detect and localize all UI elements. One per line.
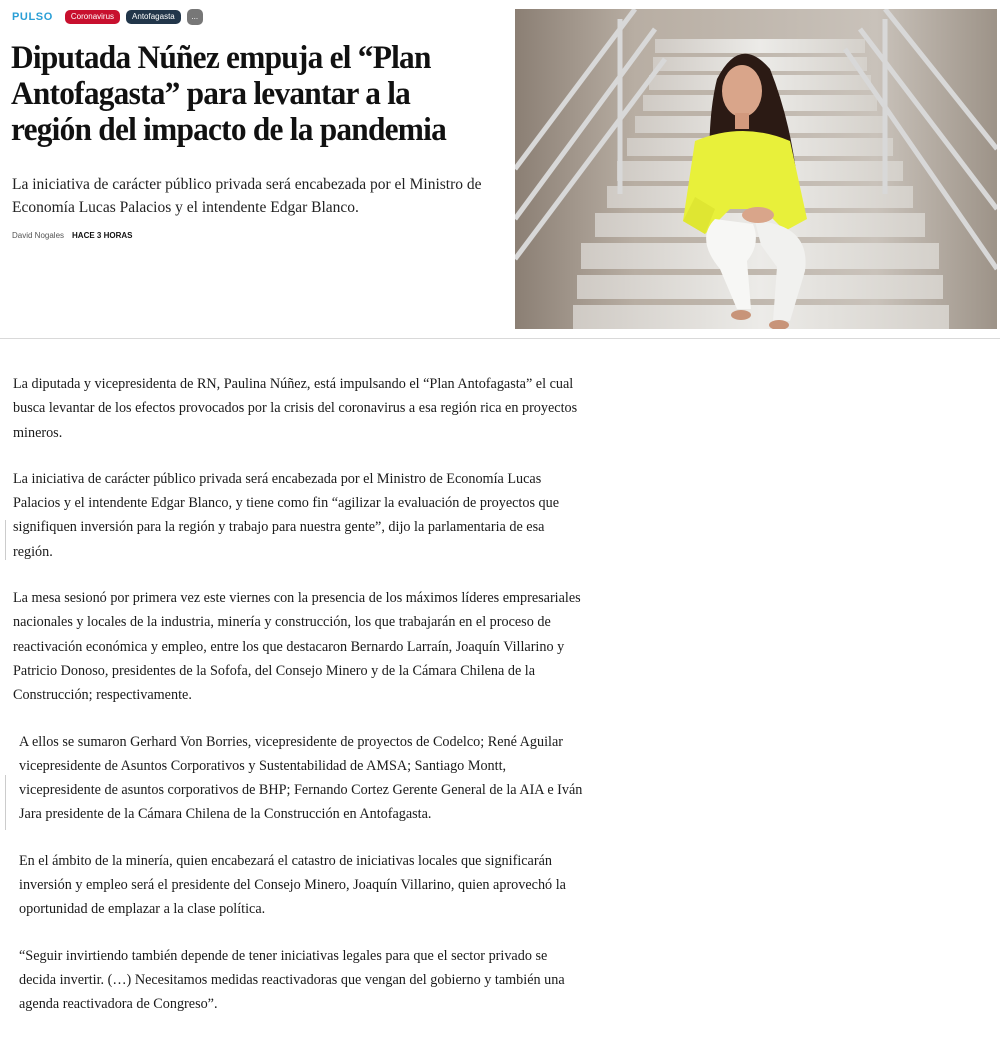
article-body <box>13 372 583 1039</box>
article-headline: Diputada Núñez empuja el “Plan Antofagasta” para levantar a la región del impacto de la pandemia <box>11 40 447 148</box>
more-tags-button[interactable] <box>187 9 203 25</box>
tag-antofagasta[interactable]: Antofagasta <box>126 10 181 24</box>
body-paragraph: La mesa sesionó por primera vez este viernes con la presencia de los máximos líderes empresariales nacionales y locales de la industria, minería y construcción, los que trabajarán en el proceso de reactivación económica y empleo, entre los que destacaron Bernardo Larraín, Joaquín Villarino y Patricio Donoso, presidentes de la Sofofa, del Consejo Minero y de la Cámara Chilena de la Construcción; respectivamente. <box>13 590 581 704</box>
byline <box>12 231 132 240</box>
hero-photo-illustration <box>515 9 997 329</box>
body-paragraph: A ellos se sumaron Gerhard Von Borries, vicepresidente de proyectos de Codelco; René Aguilar vicepresidente de Asuntos Corporativos y Sustentabilidad de AMSA; Santiago Montt, vicepresidente de asuntos corporativos de BHP; Fernando Cortez Gerente General de la AIA e Iván Jara presidente de la Cámara Chilena de la Construcción en Antofagasta. <box>19 733 583 823</box>
more-tags-label: ... <box>191 12 199 21</box>
tag-coronavirus[interactable]: Coronavirus <box>65 10 120 24</box>
hero-image <box>515 9 997 329</box>
left-margin-mark-2 <box>5 775 6 830</box>
article-topbar <box>12 9 203 25</box>
author-name[interactable]: David Nogales <box>12 231 65 240</box>
publish-time: HACE 3 HORAS <box>72 231 133 240</box>
body-paragraph: La iniciativa de carácter público privada será encabezada por el Ministro de Economía Lucas Palacios y el intendente Edgar Blanco, y tiene como fin “agilizar la evaluación de proyectos que signifiquen inversión para la región y trabajo para nuestra gente”, dijo la parlamentaria de esa región. <box>13 470 560 560</box>
header-divider <box>0 338 1000 339</box>
article-subhead: La iniciativa de carácter público privada será encabezada por el Ministro de Economía Lucas Palacios y el intendente Edgar Blanco. <box>12 176 482 216</box>
body-paragraph: En el ámbito de la minería, quien encabezará el catastro de iniciativas locales que significarán inversión y empleo será el presidente del Consejo Minero, Joaquín Villarino, quien aprovechó la oportunidad de emplazar a la clase política. <box>19 852 566 918</box>
section-label[interactable]: PULSO <box>12 11 53 23</box>
body-paragraph: “Seguir invirtiendo también depende de tener iniciativas legales para que el sector privado se decida invertir. (…) Necesitamos medidas reactivadoras que vengan del gobierno y también una agenda reactivadora de Congreso”. <box>19 947 565 1013</box>
left-margin-mark <box>5 520 6 560</box>
body-paragraph: La diputada y vicepresidenta de RN, Paulina Núñez, está impulsando el “Plan Antofagasta” el cual busca levantar de los efectos provocados por la crisis del coronavirus a esa región rica en proyectos mineros. <box>13 376 578 441</box>
